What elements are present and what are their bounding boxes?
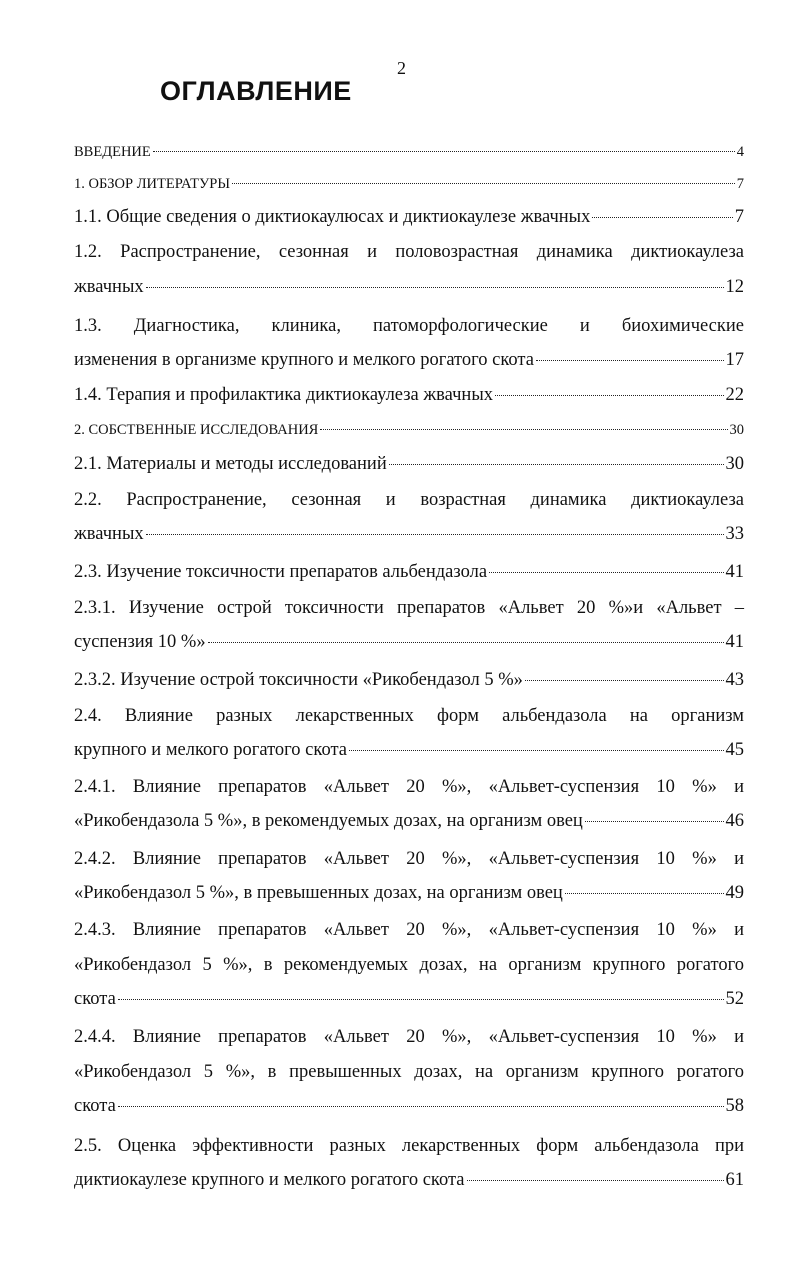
toc-entry-title-line: 2.4. Влияние разных лекарственных форм альбендазола на организм (74, 706, 744, 726)
toc-entry-title: ВВЕДЕНИЕ (74, 144, 151, 160)
toc-entry-title: 1. ОБЗОР ЛИТЕРАТУРЫ (74, 176, 230, 192)
toc-entry-title-line: «Рикобендазол 5 %», в превышенных дозах, на организм крупного рогатого (74, 1062, 744, 1082)
dot-leader (118, 999, 724, 1000)
toc-page-number: 12 (725, 277, 744, 297)
toc-entry-title-line: 2.5. Оценка эффективности разных лекарственных форм альбендазола при (74, 1136, 744, 1156)
toc-entry-2-4-1[interactable] (74, 774, 744, 834)
toc-page-number: 41 (725, 562, 744, 582)
toc-entry-title: «Рикобендазол 5 %», в превышенных дозах, на организм овец (74, 883, 563, 903)
toc-entry-title-line: 1.2. Распространение, сезонная и половозрастная динамика диктиокаулеза (74, 242, 744, 262)
toc-entry-title-line: 2.4.3. Влияние препаратов «Альвет 20 %», «Альвет-суспензия 10 %» и (74, 920, 744, 940)
toc-page-number: 41 (725, 632, 744, 652)
toc-entry-title: изменения в организме крупного и мелкого рогатого скота (74, 350, 534, 370)
dot-leader (495, 395, 723, 396)
toc-entry-title-line: 2.4.2. Влияние препаратов «Альвет 20 %», «Альвет-суспензия 10 %» и (74, 849, 744, 869)
toc-page-number: 30 (725, 454, 744, 474)
toc-entry-2-1[interactable] (74, 451, 744, 477)
toc-page-number: 52 (725, 989, 744, 1009)
toc-entry-title: диктиокаулезе крупного и мелкого рогатого скота (74, 1170, 465, 1190)
dot-leader (118, 1106, 724, 1107)
dot-leader (146, 287, 724, 288)
toc-entry-title-line: 2.4.4. Влияние препаратов «Альвет 20 %», «Альвет-суспензия 10 %» и (74, 1027, 744, 1047)
toc-entry-introduction[interactable] (74, 142, 744, 162)
toc-entry-title-line: 1.3. Диагностика, клиника, патоморфологические и биохимические (74, 316, 744, 336)
dot-leader (536, 360, 724, 361)
toc-entry-2-3-2[interactable] (74, 667, 744, 693)
toc-entry-1-4[interactable] (74, 382, 744, 408)
toc-entry-2-4-2[interactable] (74, 846, 744, 906)
toc-entry-title: крупного и мелкого рогатого скота (74, 740, 347, 760)
dot-leader (146, 534, 724, 535)
toc-page-number: 33 (725, 524, 744, 544)
toc-entry-title: 2.3. Изучение токсичности препаратов альбендазола (74, 562, 488, 582)
toc-page-number: 46 (725, 811, 744, 831)
dot-leader (349, 750, 724, 751)
page-title: ОГЛАВЛЕНИЕ (160, 76, 352, 106)
toc-entry-2-3[interactable] (74, 559, 744, 585)
dot-leader (585, 821, 724, 822)
toc-entry-1-3[interactable] (74, 313, 744, 373)
dot-leader (467, 1180, 724, 1181)
toc-entry-title: жвачных (74, 277, 144, 297)
dot-leader (592, 217, 732, 218)
toc-entry-title: жвачных (74, 524, 144, 544)
toc-entry-2-2[interactable] (74, 487, 744, 547)
toc-page-number: 58 (725, 1096, 744, 1116)
toc-entry-title-line: 2.3.1. Изучение острой токсичности препаратов «Альвет 20 %»и «Альвет – (74, 598, 744, 618)
toc-page-number: 30 (729, 422, 744, 438)
toc-entry-title: «Рикобендазола 5 %», в рекомендуемых дозах, на организм овец (74, 811, 583, 831)
toc-entry-own-research[interactable] (74, 420, 744, 440)
toc-entry-title: скота (74, 989, 116, 1009)
toc-entry-title: суспензия 10 %» (74, 632, 206, 652)
dot-leader (208, 642, 724, 643)
dot-leader (525, 680, 724, 681)
dot-leader (489, 572, 723, 573)
dot-leader (232, 183, 735, 184)
toc-entry-literature-review[interactable] (74, 174, 744, 194)
toc-entry-1-1[interactable] (74, 204, 744, 230)
toc-entry-2-4-4[interactable] (74, 1024, 744, 1119)
toc-entry-2-3-1[interactable] (74, 595, 744, 655)
toc-entry-title: 2. СОБСТВЕННЫЕ ИССЛЕДОВАНИЯ (74, 422, 319, 438)
toc-entry-title: 2.3.2. Изучение острой токсичности «Рикобендазол 5 %» (74, 670, 523, 690)
toc-page-number: 22 (725, 385, 744, 405)
toc-page-number: 61 (725, 1170, 744, 1190)
toc-entry-2-4[interactable] (74, 703, 744, 763)
toc-entry-title: 1.1. Общие сведения о диктиокаулюсах и диктиокаулезе жвачных (74, 207, 591, 227)
page-number: 2 (397, 58, 406, 78)
toc-entry-title: 1.4. Терапия и профилактика диктиокаулеза жвачных (74, 385, 494, 405)
toc-page-number: 43 (725, 670, 744, 690)
toc-entry-title: 2.1. Материалы и методы исследований (74, 454, 387, 474)
toc-entry-1-2[interactable] (74, 239, 744, 300)
toc-entry-title-line: 2.2. Распространение, сезонная и возрастная динамика диктиокаулеза (74, 490, 744, 510)
toc-entry-title-line: «Рикобендазол 5 %», в рекомендуемых дозах, на организм крупного рогатого (74, 955, 744, 975)
toc-entry-2-5[interactable] (74, 1133, 744, 1193)
dot-leader (320, 429, 727, 430)
toc-page-number: 4 (736, 144, 744, 160)
dot-leader (565, 893, 724, 894)
dot-leader (153, 151, 735, 152)
toc-entry-title-line: 2.4.1. Влияние препаратов «Альвет 20 %», «Альвет-суспензия 10 %» и (74, 777, 744, 797)
toc-entry-2-4-3[interactable] (74, 917, 744, 1012)
toc-page-number: 17 (725, 350, 744, 370)
toc-page-number: 7 (736, 176, 744, 192)
toc-page-number: 49 (725, 883, 744, 903)
toc-entry-title: скота (74, 1096, 116, 1116)
toc-page-number: 7 (734, 207, 744, 227)
toc-page-number: 45 (725, 740, 744, 760)
dot-leader (389, 464, 724, 465)
